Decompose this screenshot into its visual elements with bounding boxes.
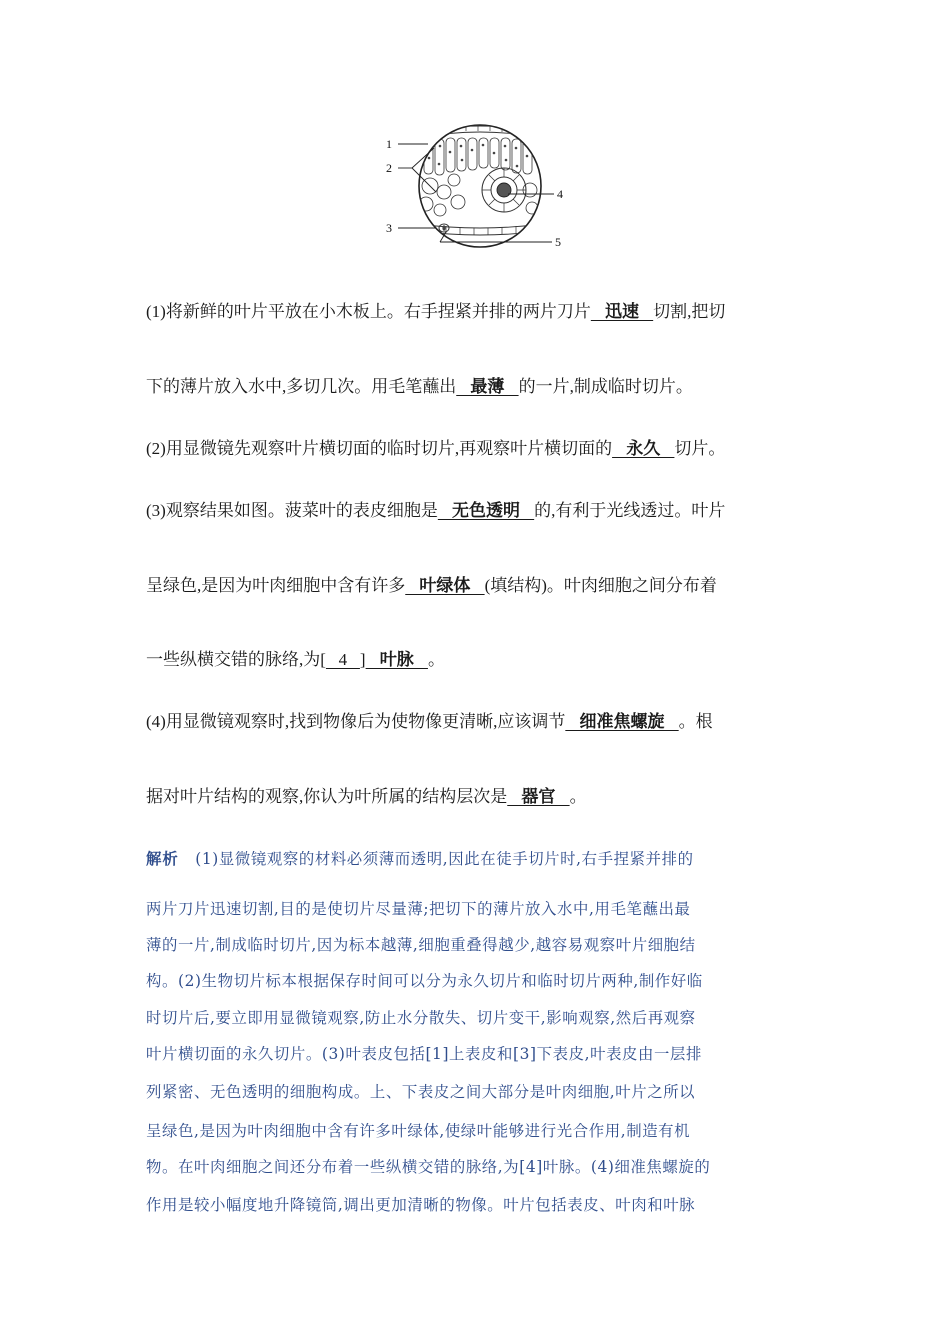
q3-line-2 — [146, 574, 717, 598]
q1-line-1-text: (1)将新鲜的叶片平放在小木板上。右手捏紧并排的两片刀片 — [146, 302, 591, 321]
q3-line-3 — [146, 648, 445, 672]
q1-answer-2: 最薄 — [456, 377, 519, 396]
q1-line-2 — [146, 375, 693, 399]
q1-line-1 — [146, 300, 725, 324]
q3-answer-number: 4 — [325, 650, 360, 669]
explanation-line-2: 两片刀片迅速切割,目的是使切片尽量薄;把切下的薄片放入水中,用毛笔蘸出最 — [146, 900, 691, 918]
q4-line-2-text: 据对叶片结构的观察,你认为叶所属的结构层次是 — [146, 787, 508, 806]
q2-tail: 切片。 — [674, 439, 726, 458]
q1-line-2-text: 下的薄片放入水中,多切几次。用毛笔蘸出 — [146, 377, 457, 396]
figure-label-4: 4 — [557, 187, 563, 201]
q3-line-2-text: 呈绿色,是因为叶肉细胞中含有许多 — [146, 576, 406, 595]
explanation-line-8: 呈绿色,是因为叶肉细胞中含有许多叶绿体,使绿叶能够进行光合作用,制造有机 — [146, 1122, 691, 1140]
q3-line-1-text: (3)观察结果如图。菠菜叶的表皮细胞是 — [146, 501, 438, 520]
q4-line-1-tail: 。根 — [678, 712, 713, 731]
q3-answer-3: 叶脉 — [365, 650, 428, 669]
explanation-line-10: 作用是较小幅度地升降镜筒,调出更加清晰的物像。叶片包括表皮、叶肉和叶脉 — [146, 1196, 696, 1214]
q3-line-2-tail: (填结构)。叶肉细胞之间分布着 — [484, 576, 717, 595]
explanation-line-9: 物。在叶肉细胞之间还分布着一些纵横交错的脉络,为[4]叶脉。(4)细准焦螺旋的 — [146, 1158, 711, 1176]
q4-line-1-text: (4)用显微镜观察时,找到物像后为使物像更清晰,应该调节 — [146, 712, 566, 731]
q3-line-3-tail: 。 — [427, 650, 445, 669]
leaf-diagram-svg — [380, 118, 580, 260]
figure-label-1: 1 — [386, 137, 392, 151]
q4-line-2-tail: 。 — [569, 787, 587, 806]
q3-line-1 — [146, 499, 725, 523]
q2-text: (2)用显微镜先观察叶片横切面的临时切片,再观察叶片横切面的 — [146, 439, 613, 458]
explanation-line-6: 叶片横切面的永久切片。(3)叶表皮包括[1]上表皮和[3]下表皮,叶表皮由一层排 — [146, 1045, 703, 1063]
q2-line — [146, 437, 725, 461]
q4-line-1 — [146, 710, 713, 734]
explanation-line-7: 列紧密、无色透明的细胞构成。上、下表皮之间大部分是叶肉细胞,叶片之所以 — [146, 1083, 696, 1101]
q3-line-1-tail: 的,有利于光线透过。叶片 — [534, 501, 726, 520]
explanation-line-3: 薄的一片,制成临时切片,因为标本越薄,细胞重叠得越少,越容易观察叶片细胞结 — [146, 936, 696, 954]
figure-label-2: 2 — [386, 161, 392, 175]
explanation-line-5: 时切片后,要立即用显微镜观察,防止水分散失、切片变干,影响观察,然后再观察 — [146, 1009, 696, 1027]
q3-bracket-close: ] — [359, 650, 366, 669]
explanation-title: 解析 — [146, 851, 179, 868]
q4-line-2 — [146, 785, 587, 809]
explanation-line-4: 构。(2)生物切片标本根据保存时间可以分为永久切片和临时切片两种,制作好临 — [146, 972, 703, 990]
q3-line-3-text: 一些纵横交错的脉络,为[ — [146, 650, 326, 669]
figure-label-3: 3 — [386, 221, 392, 235]
leaf-cross-section-figure — [380, 118, 580, 260]
q4-answer-2: 器官 — [507, 787, 570, 806]
q3-answer-1: 无色透明 — [437, 501, 535, 520]
q1-line-2-tail: 的一片,制成临时切片。 — [518, 377, 693, 396]
q1-line-1-tail: 切割,把切 — [653, 302, 726, 321]
figure-label-5: 5 — [555, 235, 561, 249]
q4-answer-1: 细准焦螺旋 — [565, 712, 679, 731]
q3-answer-2: 叶绿体 — [405, 576, 485, 595]
explanation-line-1: 解析 (1)显微镜观察的材料必须薄而透明,因此在徒手切片时,右手捏紧并排的 — [146, 850, 694, 868]
q1-answer-1: 迅速 — [590, 302, 654, 321]
q2-answer: 永久 — [612, 439, 675, 458]
